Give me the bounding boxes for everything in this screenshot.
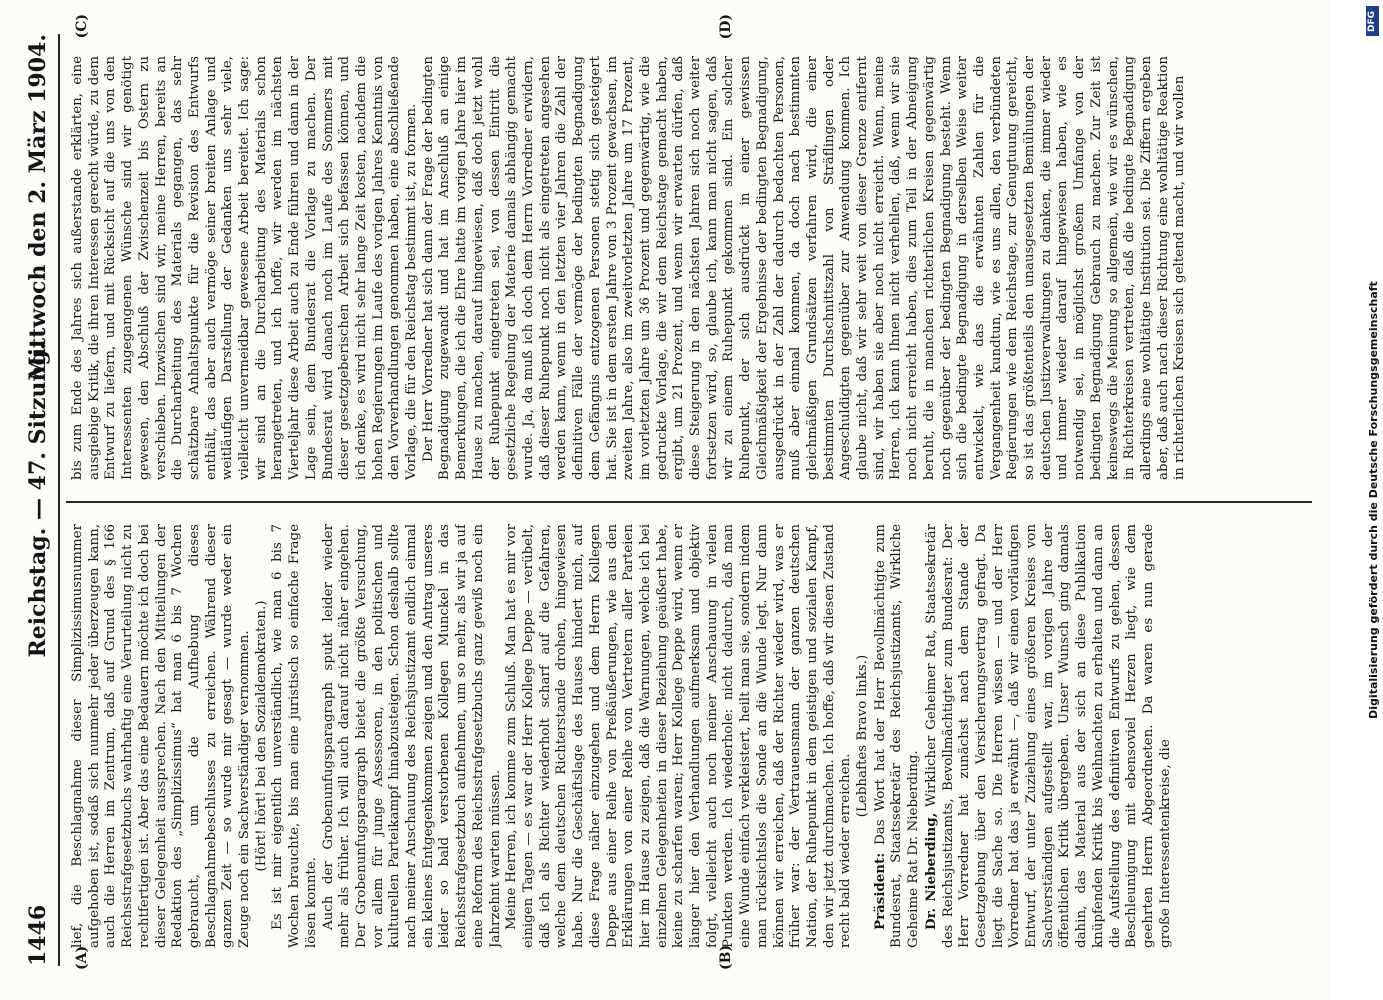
header-title: Reichstag. — 47. Sitzung.	[25, 342, 51, 658]
column-divider	[66, 501, 1312, 503]
paragraph	[923, 524, 1175, 948]
margin-marker-d: (D)	[718, 14, 734, 40]
header-date: Mittwoch den 2. März 1904.	[25, 34, 51, 381]
left-column	[70, 524, 1312, 948]
margin-marker-b: (B)	[718, 944, 734, 970]
speech-text: Das Wort hat der Herr Bevollmächtigte zum Bundesrat, Staatssekretär des Reichsjustizamts, Wirkliche Geheime Rat Dr. Nieberding.	[872, 524, 922, 948]
paragraph: lief, die Beschlagnahme dieser Simplizissimusnummer aufgehoben ist, sodaß sich nunmehr jeder überzeugen kann, auch die Herren im Zentrum, daß auf Grund des § 166 Reichsstrafgesetzbuchs wahrhaftig eine Verurteilung nicht zu rechtfertigen ist. Aber das eine Bedauern möchte ich doch bei dieser Gelegenheit aussprechen. Nach den Mitteilungen der Redaktion des „Simplizissimus“ hat man 6 bis 7 Wochen gebraucht, um die Aufhebung dieses Beschlagnahmebeschlusses zu erreichen. Während dieser ganzen Zeit — so wurde mir gesagt — wurde weder ein Zeuge noch ein Sachverständiger vernommen.	[70, 524, 253, 948]
margin-marker-c: (C)	[74, 14, 90, 39]
speech-text: Wirklicher Geheimer Rat, Staatssekretär des Reichsjustizamts, Bevollmächtigter zum Bundesrat: Der Herr Vorredner hat zunächst nach dem Stande der Gesetzgebung über den Versicherungsvertrag gefragt. Da liegt die Sache so. Die Herren wissen — und der Herr Vorredner hat das ja erwähnt —, daß wir einen vorläufigen Entwurf, der unter Zuziehung eines größeren Kreises von Sachverständigen aufgestellt war, im vorigen Jahre der öffentlichen Kritik übergeben. Unser Wunsch ging damals dahin, das Material aus der sich an diese Publikation knüpfenden Kritik bis Weihnachten zu erhalten und dann an die Aufstellung des definitiven Entwurfs zu gehen, dessen Beschleunigung mit ebensoviel Herzen liegt, wie dem geehrten Herrn Abgeordneten. Da waren es nun gerade große Interessentenkreise, die	[923, 524, 1173, 948]
page-header	[18, 34, 60, 966]
paragraph: Es ist mir eigentlich unverständlich, wie man 6 bis 7 Wochen brauchte, bis man eine juristisch so einfache Frage lösen konnte.	[270, 524, 319, 948]
interjection: (Hört! hört! bei den Sozialdemokraten.)	[253, 600, 269, 872]
margin-marker-a: (A)	[74, 945, 90, 970]
interjection: (Lebhaftes Bravo links.)	[855, 654, 871, 818]
paragraph: Auch der Grobenunfugsparagraph spukt leider wieder mehr als früher. Ich will auch darauf nicht näher eingehen. Der Grobenunfugsparagraph bietet die größte Versuchung, vor allem für junge Assessoren, in den politischen und kulturellen Parteikampf hinabzusteigen. Schon deshalb sollte nach meiner Anschauung des Reichsjustizamt endlich einmal ein kleines Entgegenkommen zeigen und den Antrag unseres leider so bald verstorbenen Kollegen Munckel in das Reichsstrafgesetzbuch aufnehmen, um so mehr, als wir ja auf eine Reform des Reichsstrafgesetzbuchs ganz gewiß noch ein Jahrzehnt warten müssen.	[320, 524, 503, 948]
page-number: 1446	[25, 904, 51, 966]
paragraph: Meine Herren, ich komme zum Schluß. Man hat es mir vor einigen Tagen — es war der Herr Kollege Deppe — verübelt, daß ich als Richter wiederholt scharf auf die Gefahren, welche dem deutschen Richterstande drohen, hingewiesen habe. Nur die Geschäftslage des Hauses hindert mich, auf diese Frage näher einzugehen und dem Herrn Kollegen Deppe aus einer Reihe von Preßäußerungen, wie aus den Erklärungen von einer Reihe von Vertretern aller Parteien hier im Hause zu zeigen, daß die Warnungen, welche ich bei einzelnen Gelegenheiten in dieser Beziehung geäußert habe, keine zu scharfen waren; Herr Kollege Deppe wird, wenn er länger hier den Verhandlungen aufmerksam und objektiv folgt, vielleicht auch noch meiner Anschauung in vielen Punkten werden. Ich wiederhole: nicht dadurch, daß man eine Wunde einfach verkleistert, heilt man sie, sondern indem man rücksichtslos die Sonde an die Wunde legt. Nur dann können wir erreichen, daß der Richter wieder wird, was er früher war: der Vertrauensmann der ganzen deutschen Nation, der Ruhepunkt in dem geistigen und sozialen Kampf, den wir jetzt durchmachen. Ich hoffe, daß wir diesen Zustand recht bald wieder erreichen.	[504, 524, 854, 948]
paragraph: bis zum Ende des Jahres sich außerstande erklärten, eine ausgiebige Kritik, die ihren Interessen gerecht würde, zu dem Entwurf zu liefern, und mit Rücksicht auf die uns von den Interessenten zugegangenen Wünsche sind wir genötigt gewesen, den Abschluß der Zwischenzeit bis Ostern zu verschieben. Inzwischen sind wir, meine Herren, bereits an die Durcharbeitung des Materials gegangen, das sehr schätzbare Anhaltspunkte für die Revision des Entwurfs enthält, das aber auch vermöge seiner breiten Anlage und weitläufigen Darstellung der Gedanken uns sehr viele, vielleicht unvermeidbar gewesene Arbeit bereitet. Ich sage: wir sind an die Durcharbeitung des Materials schon herangetreten, und ich hoffe, wir werden im nächsten Vierteljahr diese Arbeit auch zu Ende führen und dann in der Lage sein, dem Bundesrat die Vorlage zu machen. Der Bundesrat wird danach noch im Laufe des Sommers mit dieser gesetzgeberischen Arbeit sich befassen können, und ich denke, es wird nicht sehr lange Zeit kosten, nachdem die hohen Regierungen im Laufe des vorigen Jahres Kenntnis von den Vorverhandlungen genommen haben, eine abschließende Vorlage, die für den Reichstag bestimmt ist, zu formen.	[70, 56, 420, 480]
right-column	[70, 56, 1312, 480]
paragraph	[872, 524, 923, 948]
speaker-name: Präsident:	[871, 852, 888, 930]
paragraph: Der Herr Vorredner hat sich dann der Frage der bedingten Begnadigung zugewandt und hat im Anschluß an einige Bemerkungen, die ich die Ehre hatte im vorigen Jahre hier im Hause zu machen, darauf hingewiesen, daß doch jetzt wohl der Ruhepunkt eingetreten sei, von dessen Eintritt die gesetzliche Regelung der Materie damals abhängig gemacht wurde. Ja, da muß ich doch dem Herrn Vorredner erwidern, daß dieser Ruhepunkt noch nicht als eingetreten angesehen werden kann, wenn in den letzten vier Jahren die Zahl der definitiven Fälle der vermöge der bedingten Begnadigung dem Gefängnis entzogenen Personen stetig sich gesteigert hat. Sie ist in dem ersten Jahre von 3 Prozent gewachsen, im zweiten Jahre, also im zweitvorletzten Jahre um 17 Prozent, im vorletzten Jahre um 36 Prozent und gegenwärtig, wie die gedruckte Vorlage, die wir dem Reichstage gemacht haben, ergibt, um 21 Prozent, und wenn wir erwarten dürfen, daß diese Steigerung in den nächsten Jahren sich noch weiter fortsetzen wird, so, glaube ich, kann man nicht sagen, daß wir zu einem Ruhepunkt gekommen sind. Ein solcher Ruhepunkt, der sich ausdrückt in einer gewissen Gleichmäßigkeit der Ergebnisse der bedingten Begnadigung, ausgedrückt in der Zahl der dadurch bedachten Personen, muß aber einmal kommen, da doch nach bestimmten gleichmäßigen Grundsätzen verfahren wird, die einer bestimmten Durchschnittszahl von Sträflingen oder Angeschuldigten gegenüber zur Anwendung kommen. Ich glaube nicht, daß wir sehr weit von dieser Grenze entfernt sind, wir haben sie aber noch nicht erreicht. Wenn, meine Herren, ich kann Ihnen nicht verhehlen, daß, wenn wir sie noch nicht erreicht haben, dies zum Teil in der Abneigung beruht, die in manchen richterlichen Kreisen gegenwärtig noch gegenüber der bedingten Begnadigung besteht. Wenn sich die bedingte Begnadigung in derselben Weise weiter entwickelt, wie das die erwähnten Zahlen für die Vergangenheit kundtun, wie es uns allen, den verbündeten Regierungen wie dem Reichstage, zur Genugtuung gereicht, so ist das größtenteils den unausgesetzten Bemühungen der deutschen Justizverwaltungen zu danken, die immer wieder und immer wieder darauf hingewiesen haben, wie es notwendig sei, in möglichst großem Umfange von der bedingten Begnadigung Gebrauch zu machen. Zur Zeit ist keineswegs die Meinung so allgemein, wie wir es wünschen, in Richterkreisen vertreten, daß die bedingte Begnadigung allerdings eine wohltätige Institution sei. Die Ziffern ergeben aber, daß auch nach dieser Richtung eine wohltätige Reaktion in richterlichen Kreisen sich geltend macht, und wir wollen	[420, 56, 1188, 480]
digitization-credit	[1352, 0, 1383, 1000]
speaker-name: Dr. Nieberding,	[922, 812, 939, 930]
credit-text: Digitalisierung gefördert durch die Deutsche Forschungsgemeinschaft	[1367, 281, 1380, 719]
dfg-logo: DFG	[1366, 6, 1379, 36]
